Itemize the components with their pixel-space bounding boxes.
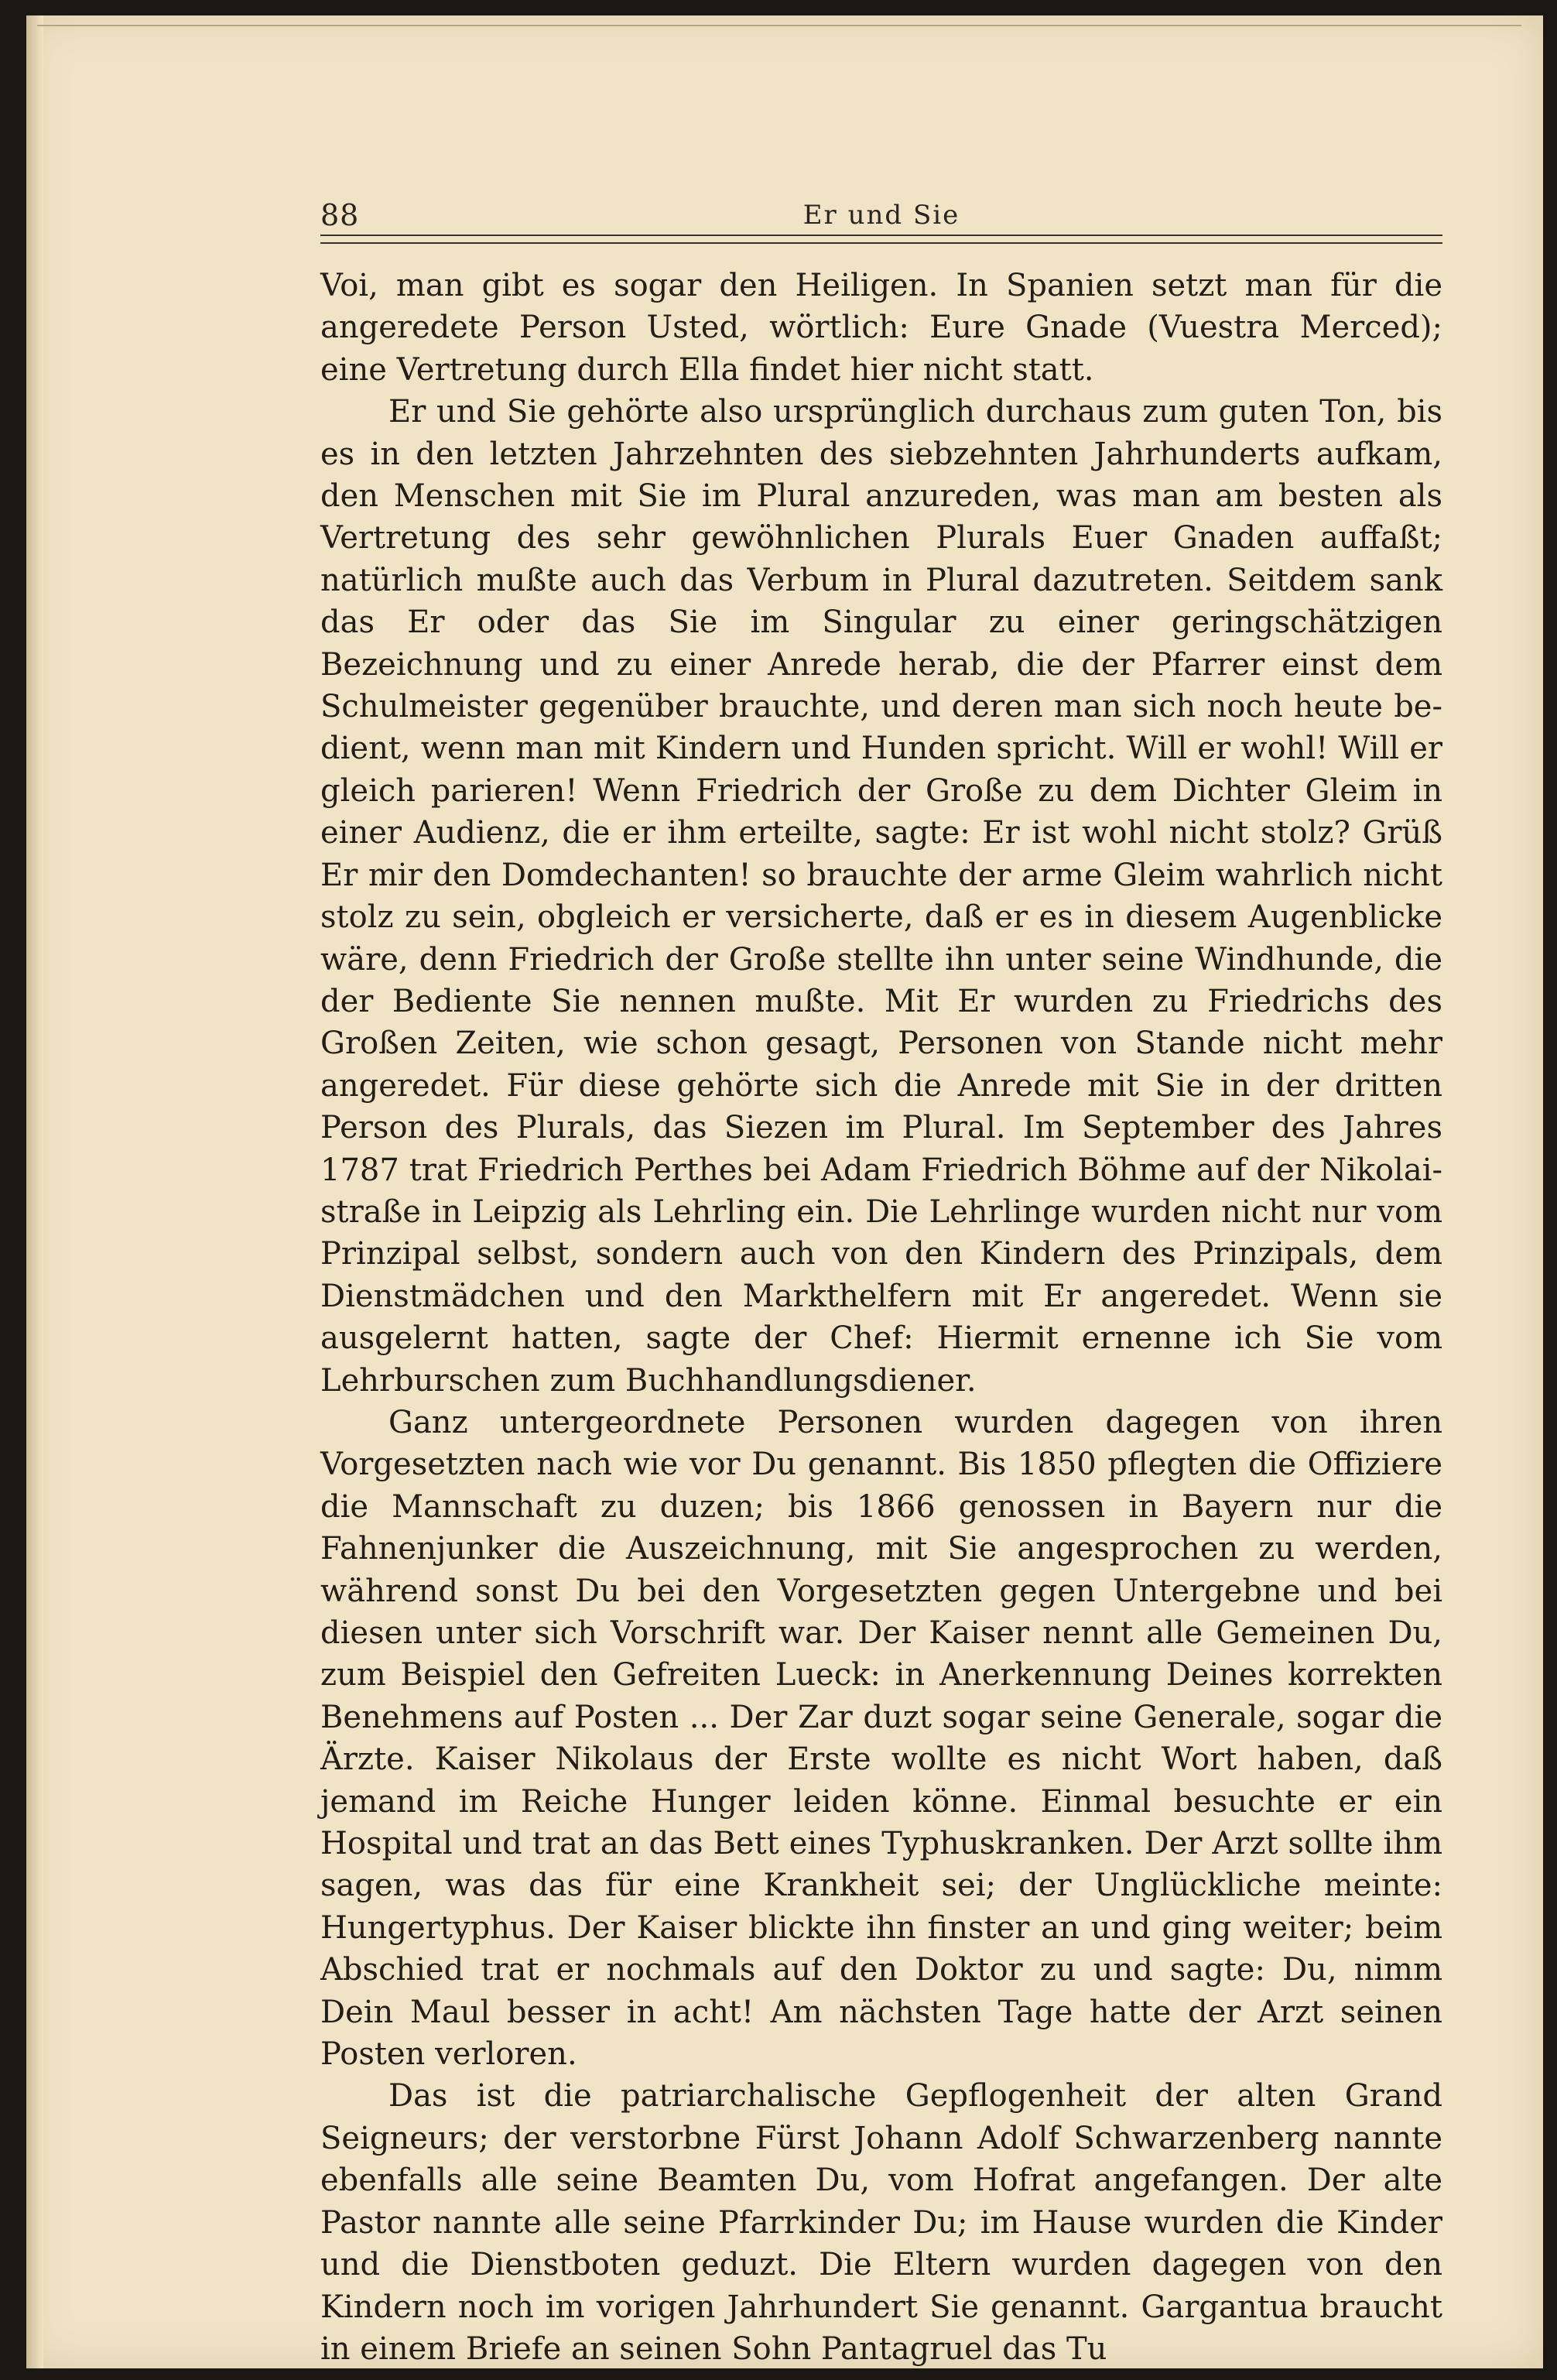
running-head: Er und Sie (802, 200, 960, 231)
paragraph-3: Ganz untergeordnete Personen wurden dagegen von ihren Vorgesetzten nach wie vor Du genannt. Bis 1850 pflegten die Offiziere die Mannschaft zu duzen; bis 1866 genossen in Bayern nur die Fahnenjunker die Auszeichnung, mit Sie angesprochen zu werden, während sonst Du bei den Vorgesetzten gegen Untergebne und bei diesen unter sich Vorschrift war. Der Kaiser nennt alle Gemeinen Du, zum Beispiel den Gefreiten Lueck: in Anerkennung Deines korrekten Benehmens auf Posten ... Der Zar duzt sogar seine Generale, sogar die Ärzte. Kaiser Nikolaus der Erste wollte es nicht Wort haben, daß jemand im Reiche Hunger leiden könne. Einmal besuchte er ein Hospital und trat an das Bett eines Typhuskranken. Der Arzt sollte ihm sagen, was das für eine Krankheit sei; der Unglückliche meinte: Hungertyphus. Der Kaiser blickte ihn finster an und ging weiter; beim Abschied trat er nochmals auf den Doktor zu und sagte: Du, nimm Dein Maul besser in acht! Am nächsten Tage hatte der Arzt seinen Posten verloren. (320, 1404, 1442, 2073)
paragraph-2: Er und Sie gehörte also ursprünglich durchaus zum guten Ton, bis es in den letzten Jahrzehnten des siebzehnten Jahrhunderts aufkam, den Menschen mit Sie im Plural anzureden, was man am besten als Vertretung des sehr gewöhnlichen Plurals Euer Gnaden auffaßt; natürlich mußte auch das Verbum in Plural dazutreten. Seitdem sank das Er oder das Sie im Singular zu einer geringschätzigen Bezeichnung und zu einer Anrede herab, die der Pfarrer einst dem Schulmeister gegenüber brauchte, und deren man sich noch heute bedient, wenn man mit Kindern und Hunden spricht. Will er wohl! Will er gleich parieren! Wenn Friedrich der Große zu dem Dichter Gleim in einer Audienz, die er ihm erteilte, sagte: Er ist wohl nicht stolz? Grüß Er mir den Domdechanten! so brauchte der arme Gleim wahrlich nicht stolz zu sein, obgleich er versicherte, daß er es in diesem Augenblicke wäre, denn Friedrich der Große stellte ihn unter seine Windhunde, die der Bediente Sie nennen mußte. Mit Er wurden zu Friedrichs des Großen Zeiten, wie schon gesagt, Personen von Stande nicht mehr angeredet. Für diese gehörte sich die Anrede mit Sie in der dritten Person des Plurals, das Siezen im Plural. Im September des Jahres 1787 trat Friedrich Perthes bei Adam Friedrich Böhme auf der Nikolaistraße in Leipzig als Lehrling ein. Die Lehrlinge wurden nicht nur vom Prinzipal selbst, sondern auch von den Kindern des Prinzipals, dem Dienstmädchen und den Markthelfern mit Er angeredet. Wenn sie ausgelernt hatten, sagte der Chef: Hiermit ernenne ich Sie vom Lehrburschen zum Buchhandlungsdiener. (320, 394, 1442, 1399)
page-number: 88 (320, 198, 360, 232)
paragraph-1: Voi, man gibt es sogar den Heiligen. In Spanien setzt man für die angeredete Person Usted, wörtlich: Eure Gnade (Vuestra Merced); eine Vertretung durch Ella findet hier nicht statt. (320, 268, 1442, 388)
header-double-rule (320, 235, 1442, 244)
paragraph-4: Das ist die patriarchalische Gepflogenheit der alten Grand Seigneurs; der verstorbne Fürst Johann Adolf Schwarzenberg nannte ebenfalls alle seine Beamten Du, vom Hofrat angefangen. Der alte Pastor nannte alle seine Pfarrkinder Du; im Hause wurden die Kinder und die Dienstboten geduzt. Die Eltern wurden dagegen von den Kindern noch im vorigen Jahrhundert Sie genannt. Gargantua braucht in einem Briefe an seinen Sohn Pantagruel das Tu (320, 2078, 1442, 2367)
body-text (320, 265, 1442, 2370)
page-gutter (26, 15, 43, 2368)
page-header (320, 193, 1442, 240)
page-edge-line (37, 25, 1521, 26)
